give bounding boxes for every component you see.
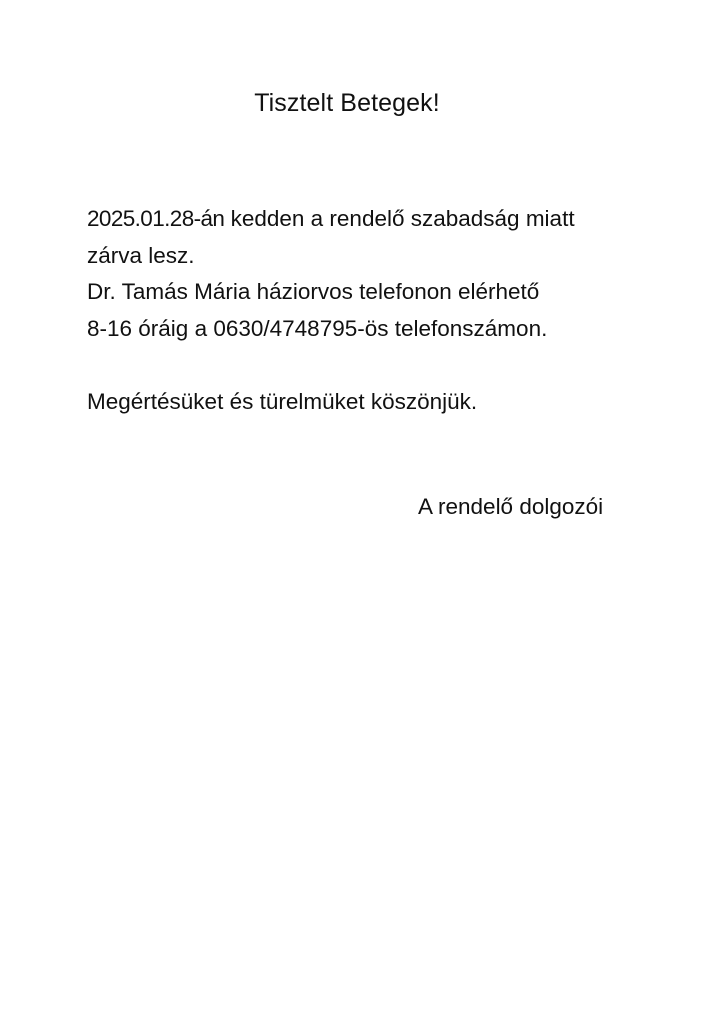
notice-line-4: 8-16 óráig a 0630/4748795-ös telefonszámon. — [87, 315, 548, 341]
notice-signature: A rendelő dolgozói — [418, 494, 604, 519]
notice-line-2: zárva lesz. — [87, 242, 195, 268]
notice-line-1 — [87, 201, 677, 238]
notice-body — [87, 201, 677, 420]
notice-line-3: Dr. Tamás Mária háziorvos telefonon elérhető — [87, 279, 540, 304]
closure-date: 2025.01.28-án — [87, 206, 225, 231]
closure-reason: kedden a rendelő szabadság miatt — [224, 206, 575, 231]
notice-title: Tisztelt Betegek! — [254, 89, 440, 117]
thanks-line: Megértésüket és türelmüket köszönjük. — [87, 388, 478, 414]
paragraph-spacer — [87, 347, 677, 384]
